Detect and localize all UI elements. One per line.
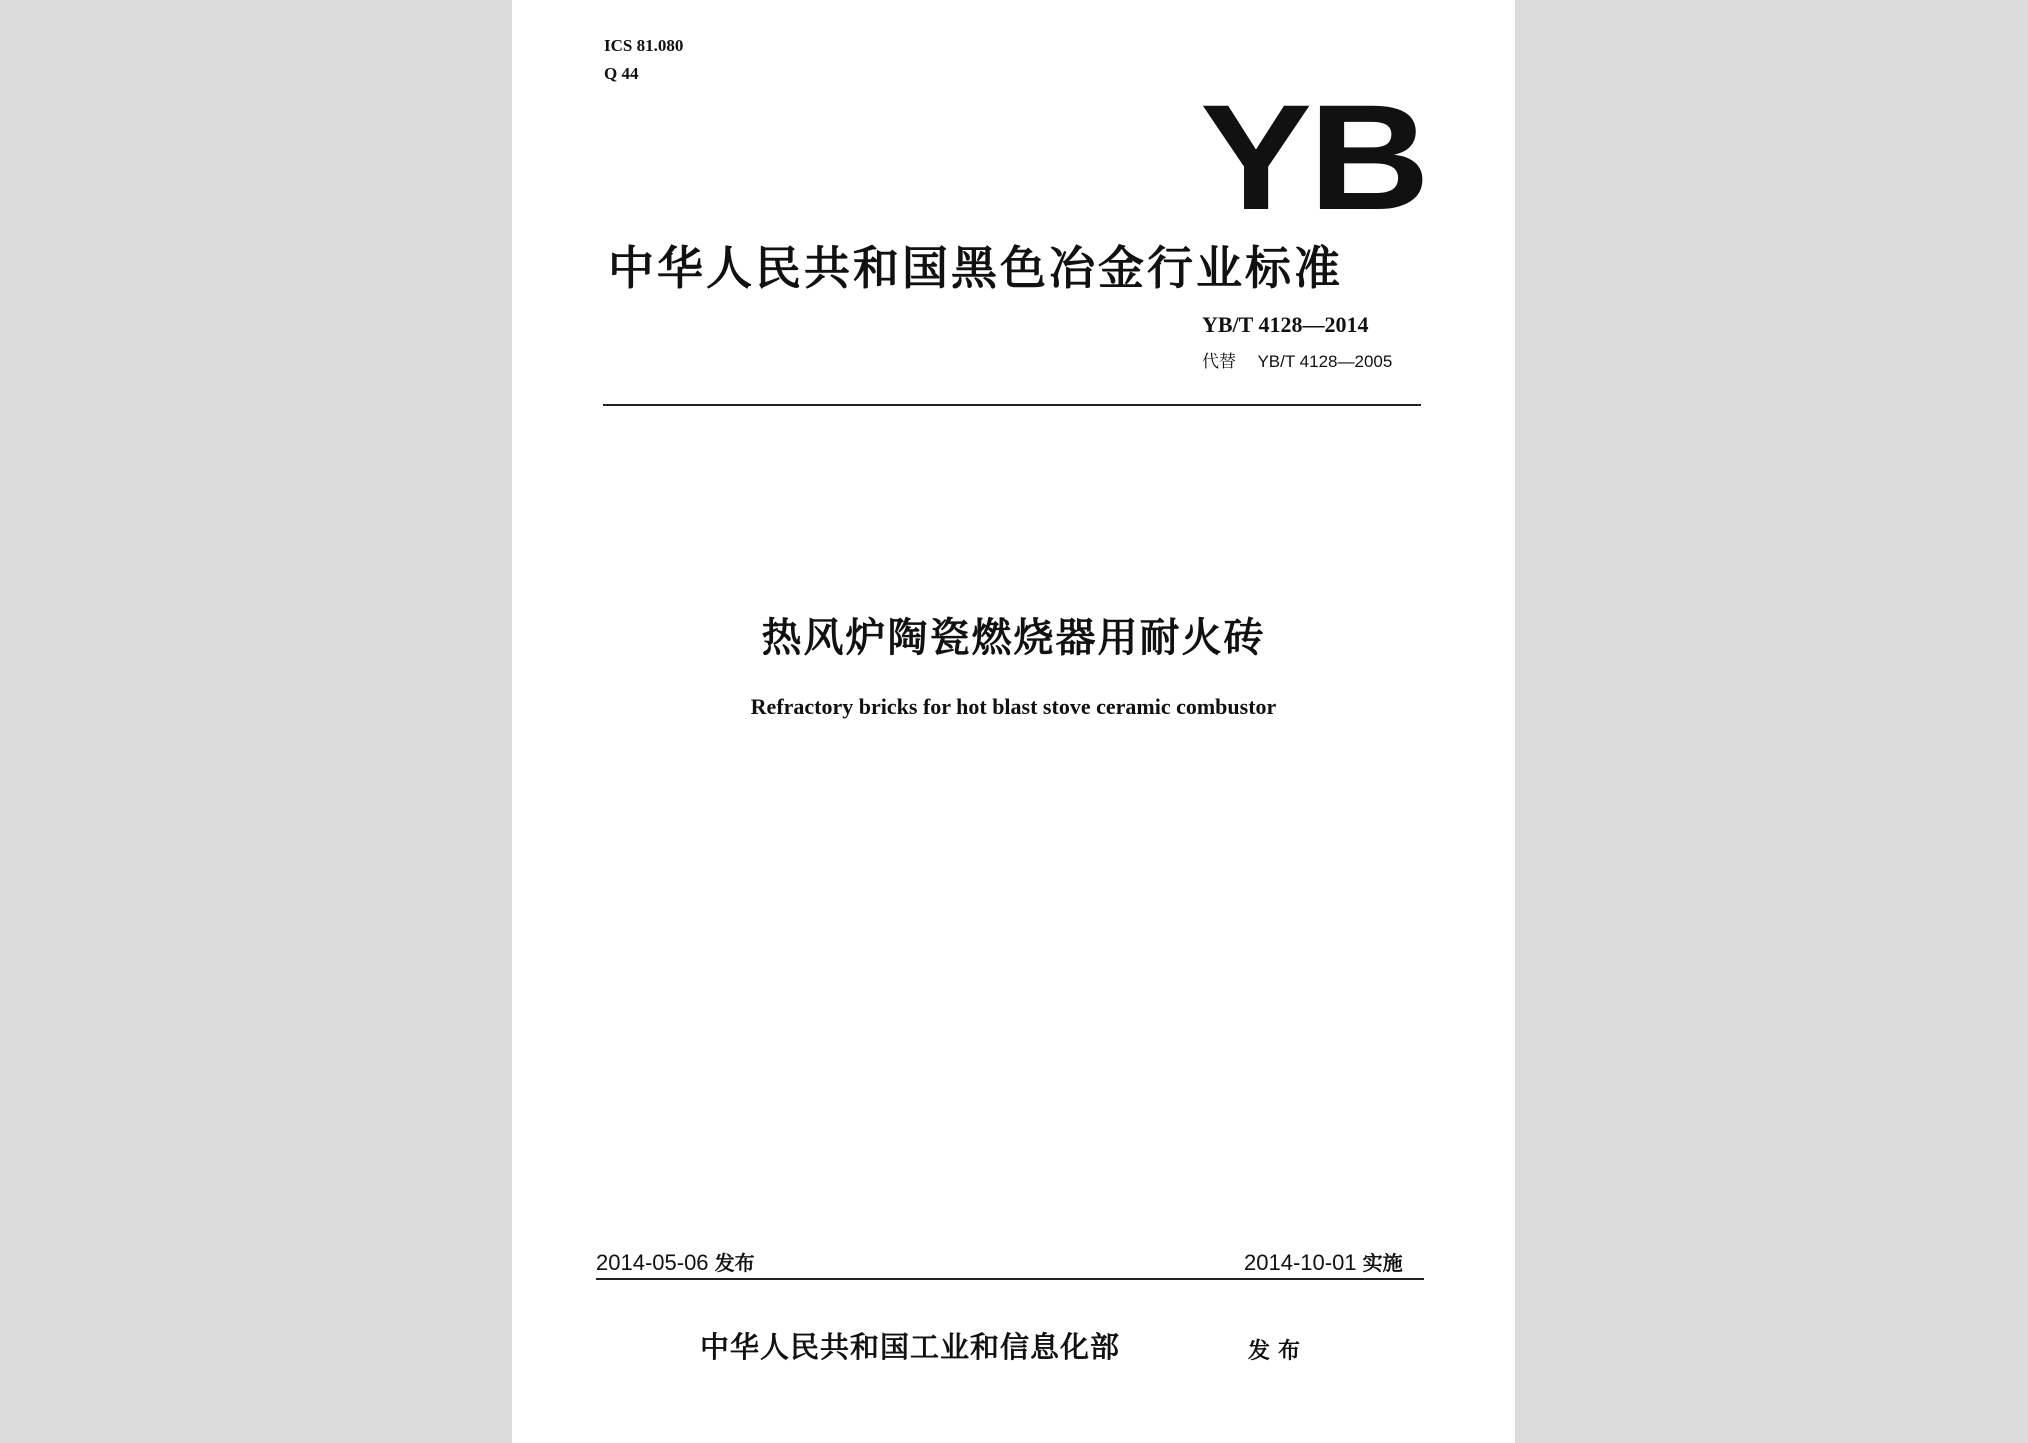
issuing-authority: 中华人民共和国工业和信息化部: [700, 1330, 1121, 1364]
issue-date-line: [596, 1247, 755, 1276]
standard-number: [1202, 312, 1368, 338]
document-title-en: Refractory bricks for hot blast stove ceramic combustor: [750, 694, 1277, 719]
header-divider: [603, 404, 1421, 406]
ics-code: ICS 81.080: [604, 36, 684, 55]
ccs-code: Q 44: [604, 64, 639, 83]
replaces-line: [1202, 347, 1392, 372]
implement-date-label: 实施: [1362, 1251, 1403, 1275]
replaces-label: 代替: [1202, 352, 1236, 371]
issue-date-label: 发布: [714, 1251, 755, 1275]
footer-divider: [596, 1278, 1424, 1280]
implement-date: 2014-10-01: [1244, 1250, 1357, 1275]
standard-category-title: 中华人民共和国黑色冶金行业标准: [608, 241, 1343, 295]
replaces-number: YB/T 4128—2005: [1257, 352, 1393, 371]
document-title-cn: 热风炉陶瓷燃烧器用耐火砖: [761, 615, 1266, 661]
yb-logo: YB: [1200, 73, 1427, 241]
issue-date: 2014-05-06: [596, 1250, 709, 1275]
standard-number-text: YB/T 4128—2014: [1202, 312, 1369, 337]
implement-date-line: [1244, 1247, 1403, 1276]
issuing-action: 发布: [1248, 1338, 1309, 1364]
document-page: [512, 0, 1515, 1443]
